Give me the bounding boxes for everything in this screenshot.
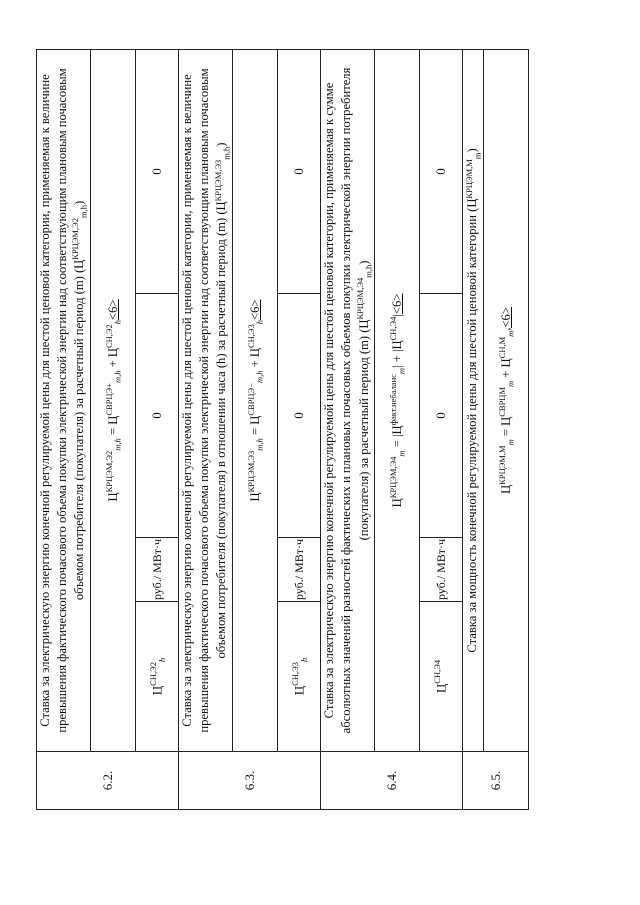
row-description: Ставка за электрическую энергию конечной регулируемой цены для шестой ценовой категории, применяемая к величине превышения фактического почасового объема покупки электрической энергии над соответствующим плановым почасовым объемом потребителя (покупателя) в отношении часа (h) за расчетный период (m) $(Ц^{КРЦЭМ,Э3}_{m,h})$ xyxy=(179,49,233,751)
unit-label: руб./ МВт·ч xyxy=(420,538,463,602)
formula-row xyxy=(233,49,278,809)
formula: $Ц^{КРЦЭМ,М}_m = Ц^{СВРЦМ}_m + Ц^{СН,М}_m,<6>$ xyxy=(484,49,529,751)
tariff-table xyxy=(36,49,529,810)
price-symbol: $Ц^{СН,Э4}$ xyxy=(420,602,463,752)
table-row xyxy=(463,49,484,809)
value-cell: 0 xyxy=(278,49,321,293)
table-row xyxy=(37,49,91,809)
formula: $Ц^{КРЦЭМ,Э3}_{m,h} = Ц^{СВРЦЭ-}_{m,h} + Ц^{СН,Э3}_h<6>$ xyxy=(233,49,278,751)
value-cell: 0 xyxy=(136,294,179,538)
unit-label: руб./ МВт·ч xyxy=(278,538,321,602)
formula: $Ц^{КРЦЭМ,Э4}_m = |Ц^{факт.небаланс}_m| + |Ц^{СН,Э4}|<6>$ xyxy=(375,49,420,751)
price-symbol: $Ц^{СН,Э2}_h$ xyxy=(136,602,179,752)
row-description: Ставка за мощность конечной регулируемой цены для шестой ценовой категории $(Ц^{КРЦЭМ,М}_m)$ xyxy=(463,49,484,751)
formula: $Ц^{КРЦЭМ,Э2}_{m,h} = Ц^{СВРЦЭ+}_{m,h} + Ц^{СН,Э2}_h<6>$ xyxy=(91,49,136,751)
formula-row xyxy=(484,49,529,809)
row-number: 6.2. xyxy=(37,752,179,810)
price-symbol: $Ц^{СН,Э3}_h$ xyxy=(278,602,321,752)
unit-label: руб./ МВт·ч xyxy=(136,538,179,602)
table-row xyxy=(321,49,375,809)
formula-row xyxy=(375,49,420,809)
rotated-table-wrapper xyxy=(36,50,596,810)
value-row xyxy=(278,49,321,809)
row-number: 6.3. xyxy=(179,752,321,810)
row-description: Ставка за электрическую энергию конечной регулируемой цены для шестой ценовой категории, применяемая к величине превышения фактического почасового объема покупки электрической энергии над соответствующим плановым почасовым объемом потребителя (покупателя) за расчетный период (m) $(Ц^{КРЦЭМ,Э2}_{m,h})$ xyxy=(37,49,91,751)
value-row xyxy=(136,49,179,809)
value-row xyxy=(420,49,463,809)
formula-row xyxy=(91,49,136,809)
row-description: Ставка за электрическую энергию конечной регулируемой цены для шестой ценовой категории, применяемая к сумме абсолютных значений разностей фактических и плановых почасовых объемов покупки электрической энергии потребителя (покупателя) за расчетный период (m) $(Ц^{КРЦЭМ,Э4}_{m,h})$ xyxy=(321,49,375,751)
value-cell: 0 xyxy=(420,49,463,293)
table-row xyxy=(179,49,233,809)
row-number: 6.4. xyxy=(321,752,463,810)
value-cell: 0 xyxy=(136,49,179,293)
value-cell: 0 xyxy=(420,294,463,538)
value-cell: 0 xyxy=(278,294,321,538)
row-number: 6.5. xyxy=(463,752,529,810)
